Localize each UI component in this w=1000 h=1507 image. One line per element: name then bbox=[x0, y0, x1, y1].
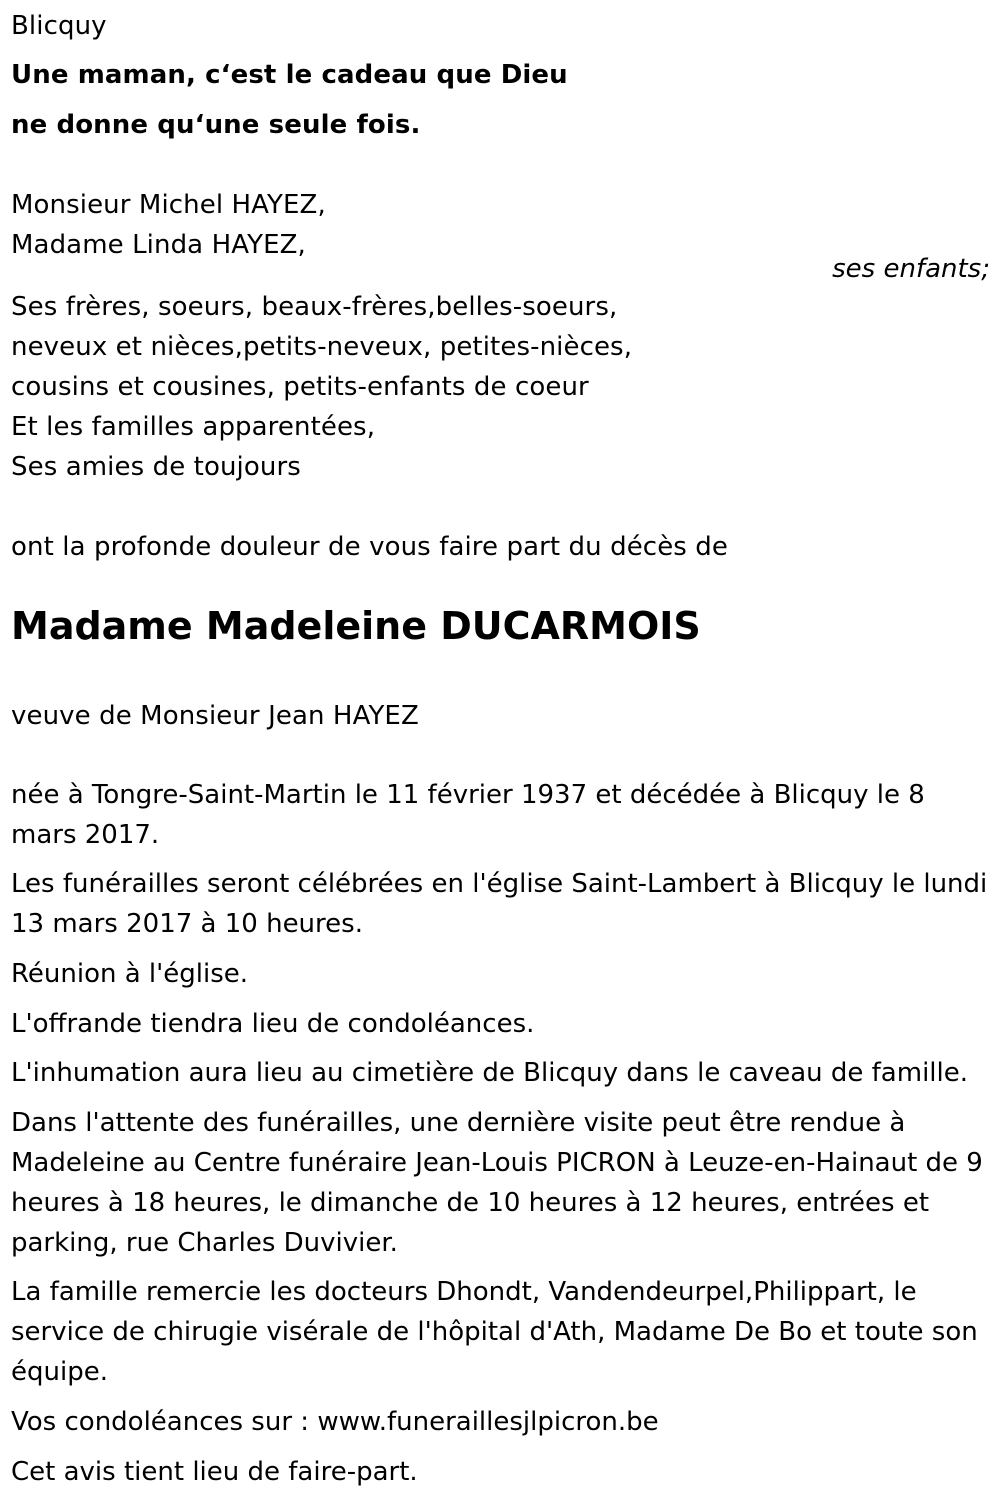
relatives-line: Ses amies de toujours bbox=[11, 452, 301, 482]
relatives-line: Ses frères, soeurs, beaux-frères,belles-soeurs, bbox=[11, 292, 618, 322]
meeting-paragraph: Réunion à l'église. bbox=[11, 959, 249, 989]
location-line: Blicquy bbox=[11, 11, 107, 41]
relatives-line: Et les familles apparentées, bbox=[11, 412, 376, 442]
burial-paragraph: L'inhumation aura lieu au cimetière de Blicquy dans le caveau de famille. bbox=[11, 1058, 968, 1088]
announcement-line: ont la profonde douleur de vous faire part du décès de bbox=[11, 532, 729, 562]
thanks-paragraph: La famille remercie les docteurs Dhondt, Vandendeurpel,Philippart, le service de chirugie visérale de l'hôpital d'Ath, Madame De Bo et toute son équipe. bbox=[11, 1277, 978, 1387]
notice-paragraph: Cet avis tient lieu de faire-part. bbox=[11, 1457, 418, 1487]
widow-of-line: veuve de Monsieur Jean HAYEZ bbox=[11, 701, 419, 731]
child-name: Monsieur Michel HAYEZ, bbox=[11, 190, 326, 220]
offering-paragraph: L'offrande tiendra lieu de condoléances. bbox=[11, 1009, 535, 1039]
relatives-line: cousins et cousines, petits-enfants de coeur bbox=[11, 372, 589, 402]
birth-death-paragraph: née à Tongre-Saint-Martin le 11 février 1937 et décédée à Blicquy le 8 mars 2017. bbox=[11, 780, 925, 850]
deceased-name: Madame Madeleine DUCARMOIS bbox=[11, 604, 701, 648]
funeral-paragraph: Les funérailles seront célébrées en l'église Saint-Lambert à Blicquy le lundi 13 mars 2017 à 10 heures. bbox=[11, 869, 988, 939]
quote-line-2: ne donne qu‘une seule fois. bbox=[11, 110, 421, 140]
visit-paragraph: Dans l'attente des funérailles, une dernière visite peut être rendue à Madeleine au Centre funéraire Jean-Louis PICRON à Leuze-en-Hainaut de 9 heures à 18 heures, le dimanche de 10 heures à 12 heures, entrées et parking, rue Charles Duvivier. bbox=[11, 1108, 983, 1258]
quote-line-1: Une maman, c‘est le cadeau que Dieu bbox=[11, 60, 568, 90]
relatives-line: neveux et nièces,petits-neveux, petites-nièces, bbox=[11, 332, 633, 362]
condolences-paragraph: Vos condoléances sur : www.funeraillesjlpicron.be bbox=[11, 1407, 659, 1437]
children-role-note: ses enfants; bbox=[832, 254, 990, 284]
child-name: Madame Linda HAYEZ, bbox=[11, 230, 306, 260]
